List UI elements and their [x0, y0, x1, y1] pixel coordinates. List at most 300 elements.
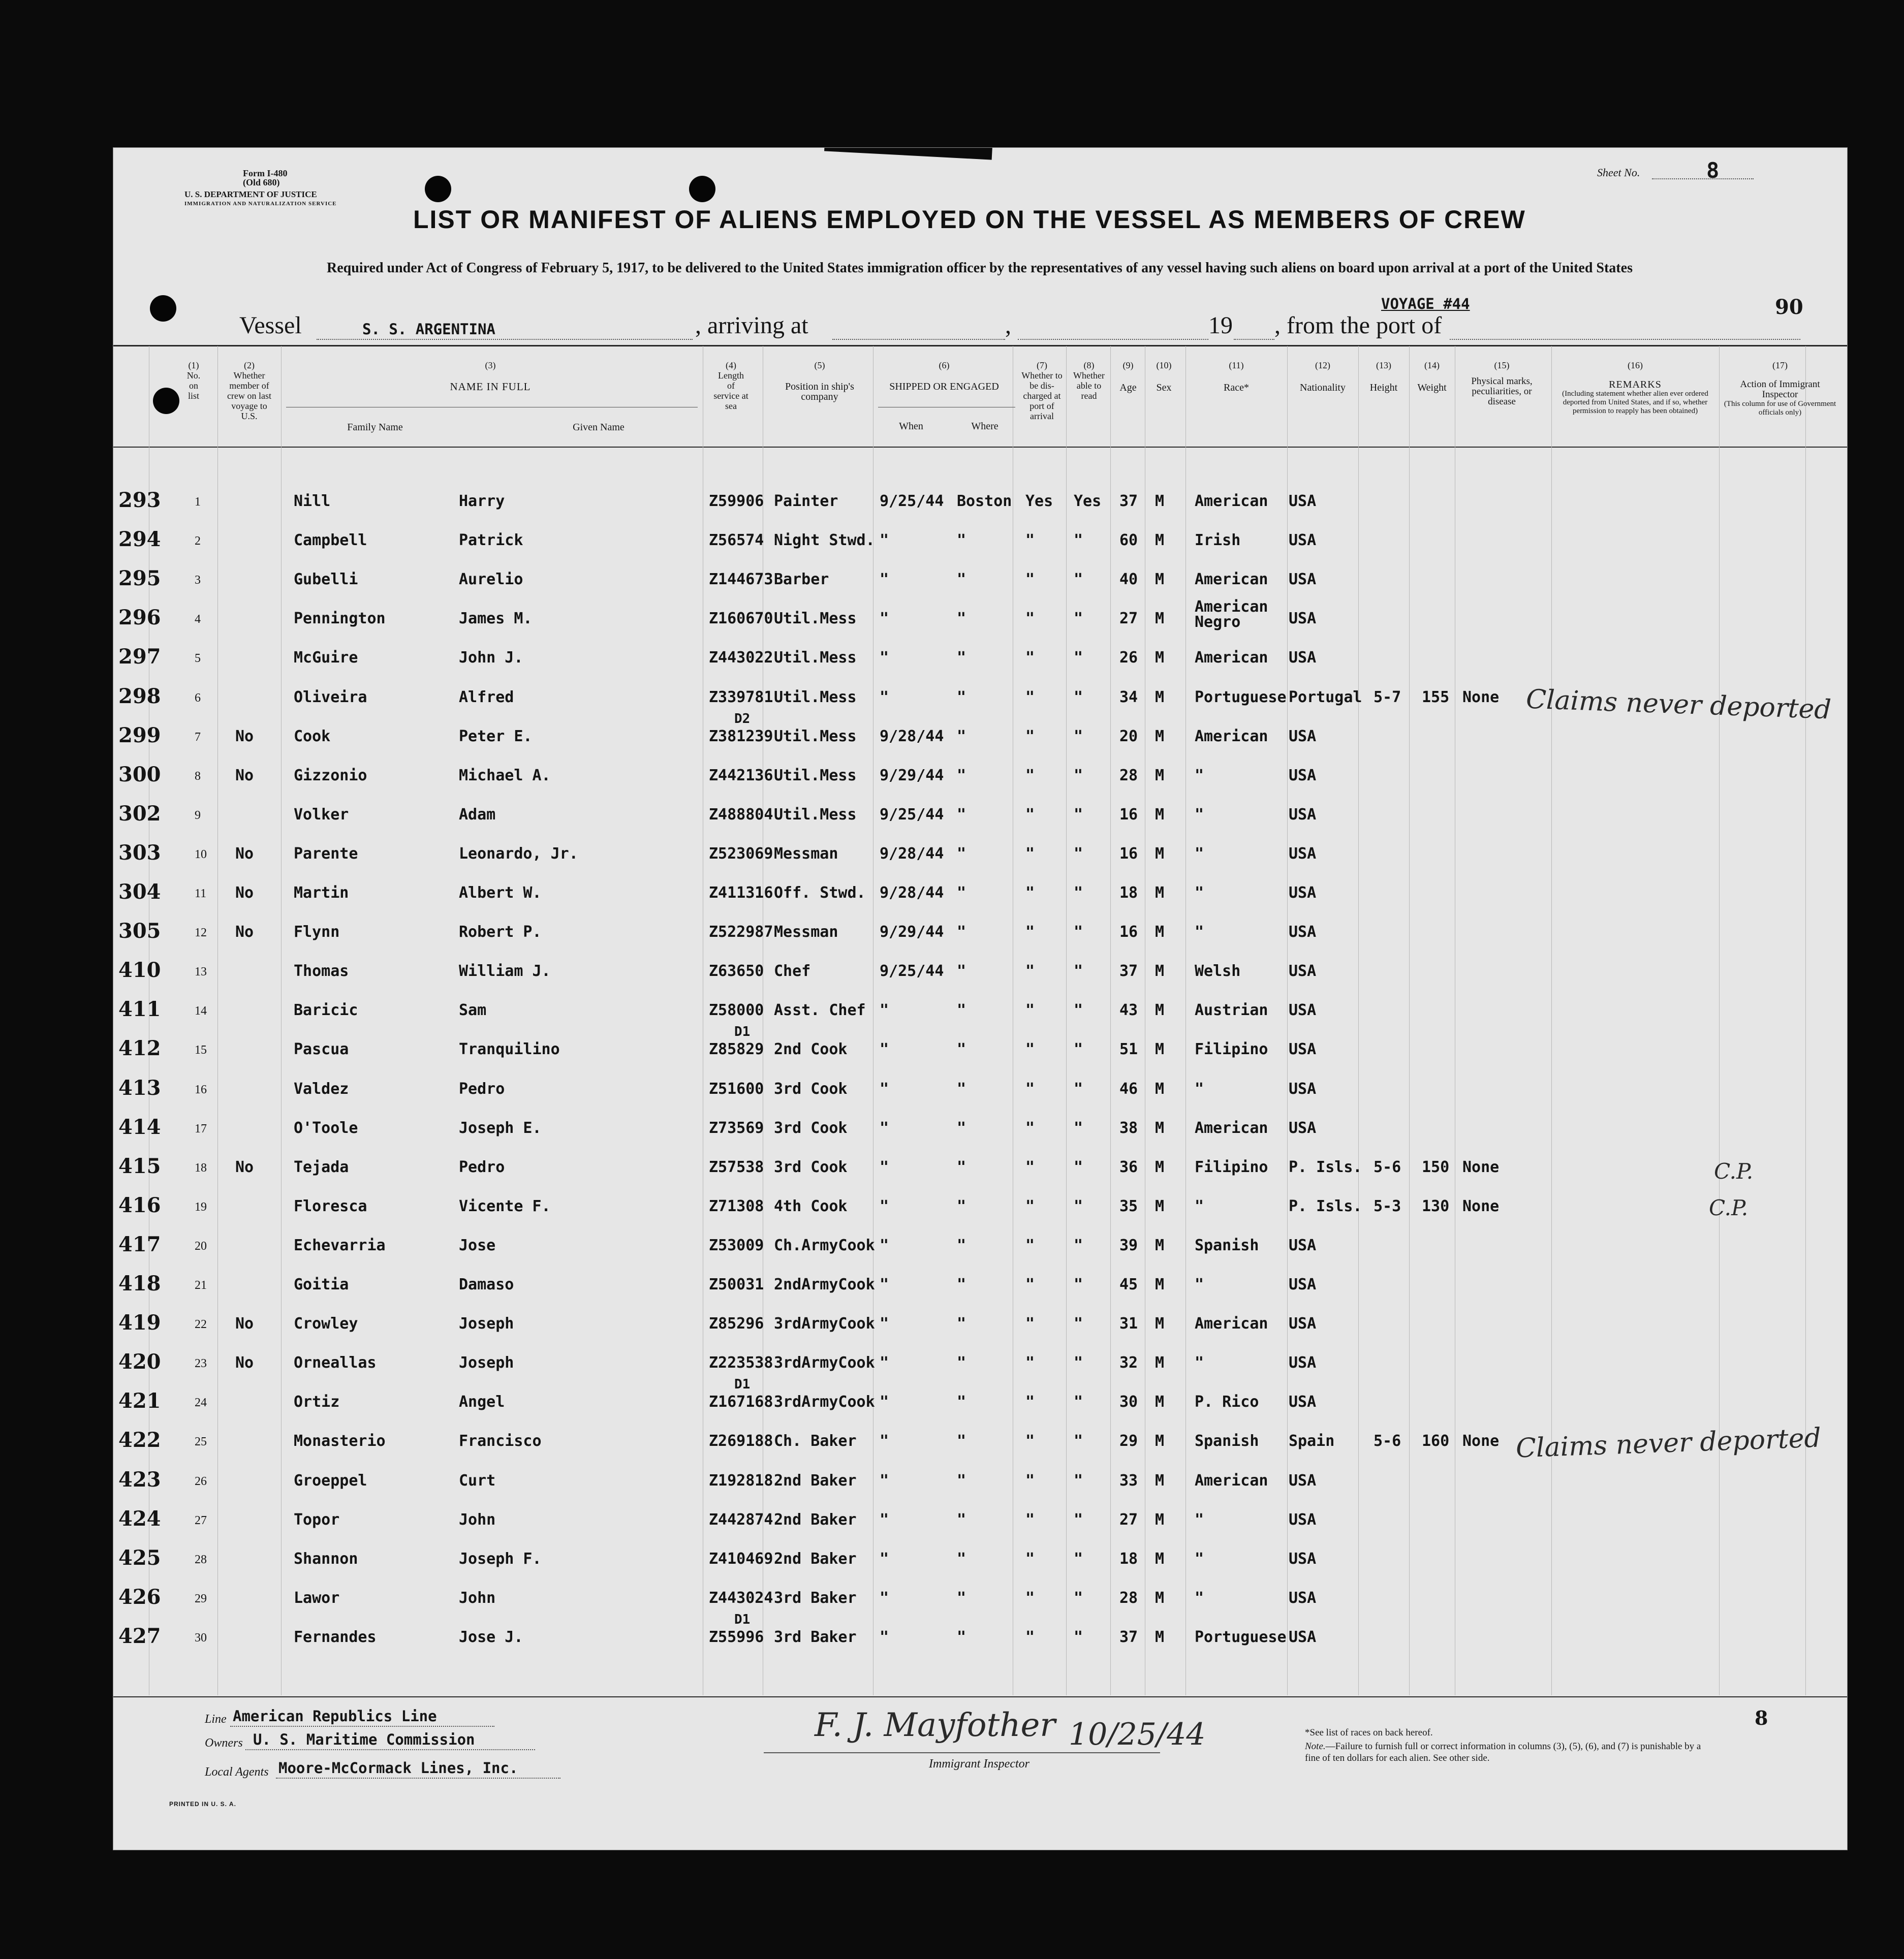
col-head-4: (4) Length of service at sea	[713, 360, 748, 411]
row-seq-number: 419	[118, 1311, 161, 1335]
able-to-read-cell: "	[1074, 571, 1083, 589]
nationality-cell: USA	[1289, 492, 1317, 510]
position-cell: 2ndArmyCook	[774, 1276, 875, 1293]
sex-cell: M	[1155, 923, 1165, 941]
service-length-cell: Z411316	[709, 884, 773, 902]
table-row	[113, 1612, 1847, 1658]
race-cell: Portuguese	[1195, 1628, 1287, 1646]
voyage-number: VOYAGE #44	[1381, 295, 1470, 312]
able-to-read-cell: "	[1074, 844, 1083, 863]
table-row	[113, 522, 1847, 561]
given-name-cell: Peter E.	[459, 727, 533, 745]
table-row	[113, 1463, 1847, 1501]
shipped-when-cell: "	[880, 1236, 889, 1254]
sheet-number-bottom: 8	[1755, 1707, 1768, 1729]
table-row	[113, 914, 1847, 953]
table-row	[113, 640, 1847, 678]
shipped-where-cell: "	[957, 1393, 966, 1411]
punch-hole	[153, 388, 179, 414]
shipped-where-cell: "	[957, 727, 966, 745]
shipped-when-cell: 9/25/44	[880, 805, 944, 824]
given-name-cell: John J.	[459, 649, 523, 667]
given-name-head: Given Name	[573, 422, 625, 433]
age-cell: 16	[1119, 805, 1138, 824]
position-cell: Night Stwd.	[774, 531, 875, 550]
able-to-read-cell: "	[1074, 1628, 1083, 1646]
row-seq-number: 413	[118, 1076, 161, 1100]
age-cell: 32	[1119, 1354, 1138, 1372]
shipped-where-cell: "	[957, 884, 966, 902]
page-subtitle: Required under Act of Congress of February 5, 1917, to be delivered to the United States immigration officer by the representatives of any vessel having such aliens on board upon arrival at a port of the United States	[327, 260, 1633, 276]
last-voyage-cell: No	[235, 844, 254, 863]
shipped-where-cell: "	[957, 1276, 966, 1293]
row-seq-number: 423	[118, 1467, 161, 1492]
given-name-cell: Pedro	[459, 1080, 505, 1098]
col-head-7: (7) Whether to be dis-charged at port of arrival	[1021, 360, 1063, 421]
service-length-cell: Z85296	[709, 1315, 764, 1333]
given-name-cell: Joseph F.	[459, 1550, 542, 1568]
age-cell: 51	[1119, 1040, 1138, 1059]
shipped-where-cell: "	[957, 610, 966, 628]
row-seq-number: 294	[118, 527, 161, 552]
age-cell: 29	[1119, 1432, 1138, 1450]
shipped-where-cell: "	[957, 923, 966, 941]
nationality-cell: USA	[1289, 1001, 1317, 1020]
last-voyage-cell: No	[235, 1158, 254, 1176]
position-cell: Chef	[774, 962, 811, 981]
able-to-read-cell: "	[1074, 610, 1083, 628]
race-cell: American	[1195, 727, 1268, 745]
row-line-number: 18	[195, 1161, 207, 1175]
given-name-cell: Pedro	[459, 1158, 505, 1176]
age-cell: 60	[1119, 531, 1138, 550]
col-head-6: (6) SHIPPED OR ENGAGED	[889, 360, 999, 392]
discharged-cell: "	[1025, 1354, 1035, 1372]
sex-cell: M	[1155, 1510, 1165, 1529]
service-length-cell: Z167168	[709, 1393, 773, 1411]
table-row	[113, 711, 1847, 757]
row-seq-number: 418	[118, 1272, 161, 1296]
shipped-where-cell: "	[957, 1001, 966, 1020]
given-name-cell: Aurelio	[459, 571, 523, 589]
sex-cell: M	[1155, 1119, 1165, 1137]
punch-hole	[689, 176, 715, 202]
race-cell: Spanish	[1195, 1432, 1259, 1450]
row-line-number: 10	[195, 847, 207, 861]
row-seq-number: 303	[118, 840, 161, 865]
family-name-cell: Parente	[294, 844, 358, 863]
shipped-when-cell: "	[880, 1471, 889, 1490]
service-length-cell: Z443022	[709, 649, 773, 667]
row-line-number: 19	[195, 1200, 207, 1214]
discharged-cell: Yes	[1025, 492, 1053, 510]
given-name-cell: Jose	[459, 1236, 496, 1254]
shipped-where-cell: "	[957, 688, 966, 706]
discharged-cell: "	[1025, 1236, 1035, 1254]
col-head-17: (17) Action of Immigrant Inspector (This column for use of Government officials only)	[1724, 360, 1836, 417]
discharged-cell: "	[1025, 1510, 1035, 1529]
col-head-12: (12) Nationality	[1300, 360, 1346, 393]
shipped-when-cell: "	[880, 1589, 889, 1607]
race-cell: American	[1195, 1119, 1268, 1137]
age-cell: 31	[1119, 1315, 1138, 1333]
sex-cell: M	[1155, 1393, 1165, 1411]
row-seq-number: 304	[118, 880, 161, 904]
row-line-number: 4	[195, 613, 201, 626]
sex-cell: M	[1155, 962, 1165, 981]
table-row	[113, 1502, 1847, 1540]
given-name-cell: Joseph	[459, 1315, 514, 1333]
able-to-read-cell: "	[1074, 1040, 1083, 1059]
table-row	[113, 1541, 1847, 1579]
when-head: When	[899, 421, 923, 432]
age-cell: 37	[1119, 1628, 1138, 1646]
height-cell: 5-3	[1374, 1197, 1401, 1215]
row-line-number: 11	[195, 887, 207, 900]
age-cell: 45	[1119, 1276, 1138, 1293]
given-name-cell: Patrick	[459, 531, 523, 550]
race-cell: American	[1195, 571, 1268, 589]
service-length-cell: Z269188	[709, 1432, 773, 1450]
physical-marks-cell: None	[1462, 1432, 1500, 1450]
sex-cell: M	[1155, 610, 1165, 628]
able-to-read-cell: "	[1074, 1393, 1083, 1411]
vessel-label: Vessel	[239, 312, 302, 339]
shipped-when-cell: "	[880, 1119, 889, 1137]
form-old-number: (Old 680)	[243, 177, 280, 187]
discharged-cell: "	[1025, 610, 1035, 628]
family-name-cell: Pennington	[294, 610, 386, 628]
shipped-when-cell: "	[880, 688, 889, 706]
race-cell: "	[1195, 1550, 1204, 1568]
shipped-when-cell: 9/28/44	[880, 844, 944, 863]
given-name-cell: Damaso	[459, 1276, 514, 1293]
race-cell: "	[1195, 844, 1204, 863]
position-cell: Util.Mess	[774, 805, 857, 824]
age-cell: 16	[1119, 923, 1138, 941]
shipped-when-cell: 9/28/44	[880, 884, 944, 902]
table-row	[113, 1149, 1847, 1188]
age-cell: 43	[1119, 1001, 1138, 1020]
discharged-cell: "	[1025, 923, 1035, 941]
shipped-where-cell: "	[957, 1197, 966, 1215]
service-length-cell: Z57538	[709, 1158, 764, 1176]
service-length-cell: Z58000	[709, 1001, 764, 1020]
age-cell: 30	[1119, 1393, 1138, 1411]
sex-cell: M	[1155, 1001, 1165, 1020]
shipped-when-cell: "	[880, 1393, 889, 1411]
able-to-read-cell: Yes	[1074, 492, 1102, 510]
discharged-cell: "	[1025, 1628, 1035, 1646]
discharged-cell: "	[1025, 1001, 1035, 1020]
family-name-cell: Pascua	[294, 1040, 349, 1059]
row-seq-number: 299	[118, 723, 161, 747]
page-number: 90	[1775, 295, 1803, 319]
family-name-cell: Fernandes	[294, 1628, 377, 1646]
able-to-read-cell: "	[1074, 531, 1083, 550]
position-cell: 3rd Cook	[774, 1158, 848, 1176]
position-cell: 3rd Cook	[774, 1080, 848, 1098]
table-row	[113, 1024, 1847, 1070]
able-to-read-cell: "	[1074, 766, 1083, 784]
given-name-cell: William J.	[459, 962, 551, 981]
able-to-read-cell: "	[1074, 805, 1083, 824]
line-value: American Republics Line	[233, 1708, 437, 1725]
row-seq-number: 416	[118, 1193, 161, 1217]
given-name-cell: Sam	[459, 1001, 487, 1020]
race-cell: "	[1195, 884, 1204, 902]
race-cell: Welsh	[1195, 962, 1241, 981]
shipped-where-cell: "	[957, 1550, 966, 1568]
row-line-number: 20	[195, 1239, 207, 1253]
shipped-where-cell: "	[957, 1628, 966, 1646]
owners-value: U. S. Maritime Commission	[253, 1731, 475, 1748]
shipped-when-cell: "	[880, 1550, 889, 1568]
nationality-cell: Spain	[1289, 1432, 1335, 1450]
family-name-cell: Martin	[294, 884, 349, 902]
age-cell: 37	[1119, 492, 1138, 510]
physical-marks-cell: None	[1462, 1197, 1500, 1215]
service-length-cell: Z442136	[709, 766, 773, 784]
from-port-label: , from the port of	[1274, 312, 1442, 339]
shipped-when-cell: "	[880, 1354, 889, 1372]
table-row	[113, 1188, 1847, 1227]
sex-cell: M	[1155, 1276, 1165, 1293]
race-cell: American	[1195, 1315, 1268, 1333]
table-row	[113, 598, 1847, 639]
race-cell: American	[1195, 492, 1268, 510]
age-cell: 37	[1119, 962, 1138, 981]
row-seq-number: 305	[118, 919, 161, 943]
nationality-cell: USA	[1289, 727, 1317, 745]
position-cell: 3rdArmyCook	[774, 1393, 875, 1411]
service-length-cell: Z522987	[709, 923, 773, 941]
race-cell: "	[1195, 766, 1204, 784]
row-line-number: 1	[195, 495, 201, 509]
position-cell: Barber	[774, 571, 829, 589]
row-seq-number: 424	[118, 1506, 161, 1531]
given-name-cell: Vicente F.	[459, 1197, 551, 1215]
row-seq-number: 422	[118, 1428, 161, 1452]
form-number: Form I-480	[243, 168, 288, 178]
discharged-cell: "	[1025, 766, 1035, 784]
able-to-read-cell: "	[1074, 1432, 1083, 1450]
able-to-read-cell: "	[1074, 1315, 1083, 1333]
position-cell: Messman	[774, 923, 838, 941]
nationality-cell: USA	[1289, 1080, 1317, 1098]
service-length-cell: Z56574	[709, 531, 764, 550]
shipped-where-cell: "	[957, 766, 966, 784]
sex-cell: M	[1155, 649, 1165, 667]
sex-cell: M	[1155, 1589, 1165, 1607]
race-cell: P. Rico	[1195, 1393, 1259, 1411]
family-name-cell: McGuire	[294, 649, 358, 667]
position-cell: 2nd Baker	[774, 1550, 857, 1568]
service-length-cell: Z410469	[709, 1550, 773, 1568]
family-name-cell: Floresca	[294, 1197, 367, 1215]
shipped-where-cell: "	[957, 962, 966, 981]
col-head-3: (3) NAME IN FULL	[450, 360, 531, 393]
fine-note: Note.—Failure to furnish full or correct information in columns (3), (5), (6), and (7) is punishable by a fine of ten dollars for each alien. See other side.	[1305, 1741, 1701, 1763]
row-line-number: 17	[195, 1122, 207, 1135]
row-line-number: 29	[195, 1592, 207, 1605]
physical-marks-cell: None	[1462, 1158, 1500, 1176]
age-cell: 20	[1119, 727, 1138, 745]
table-row	[113, 1345, 1847, 1383]
col-head-9: (9) Age	[1119, 360, 1137, 393]
given-name-cell: Michael A.	[459, 766, 551, 784]
row-seq-number: 417	[118, 1232, 161, 1256]
sex-cell: M	[1155, 766, 1165, 784]
shipped-when-cell: "	[880, 1197, 889, 1215]
page-title: LIST OR MANIFEST OF ALIENS EMPLOYED ON THE VESSEL AS MEMBERS OF CREW	[413, 205, 1526, 234]
age-cell: 27	[1119, 1510, 1138, 1529]
row-line-number: 14	[195, 1004, 207, 1018]
col-head-8: (8) Whether able to read	[1073, 360, 1105, 401]
col-head-15: (15) Physical marks, peculiarities, or disease	[1471, 360, 1533, 407]
able-to-read-cell: "	[1074, 1080, 1083, 1098]
discharged-cell: "	[1025, 1393, 1035, 1411]
department: U. S. DEPARTMENT OF JUSTICE	[184, 189, 317, 199]
family-name-cell: Groeppel	[294, 1471, 367, 1490]
age-cell: 33	[1119, 1471, 1138, 1490]
nationality-cell: USA	[1289, 610, 1317, 628]
given-name-cell: Curt	[459, 1471, 496, 1490]
remark-handwritten: Claims never deported	[1525, 684, 1832, 725]
race-cell: Austrian	[1195, 1001, 1268, 1020]
given-name-cell: Joseph E.	[459, 1119, 542, 1137]
shipped-where-cell: "	[957, 1471, 966, 1490]
service-annotation: D1	[734, 1024, 751, 1040]
nationality-cell: USA	[1289, 1119, 1317, 1137]
nationality-cell: Portugal	[1289, 688, 1362, 706]
row-seq-number: 412	[118, 1036, 161, 1061]
service-annotation: D1	[734, 1377, 751, 1393]
row-line-number: 9	[195, 808, 201, 822]
nationality-cell: USA	[1289, 1354, 1317, 1372]
agents-value: Moore-McCormack Lines, Inc.	[278, 1759, 518, 1777]
shipped-where-cell: "	[957, 844, 966, 863]
nationality-cell: USA	[1289, 962, 1317, 981]
table-row	[113, 875, 1847, 913]
row-line-number: 3	[195, 574, 201, 587]
given-name-cell: James M.	[459, 610, 533, 628]
row-line-number: 15	[195, 1044, 207, 1057]
given-name-cell: Francisco	[459, 1432, 542, 1450]
col-head-16: (16) REMARKS (Including statement whether alien ever ordered deported from United States, and if so, whether permission to reapply has been obtained)	[1562, 360, 1708, 415]
able-to-read-cell: "	[1074, 1001, 1083, 1020]
given-name-cell: Albert W.	[459, 884, 542, 902]
discharged-cell: "	[1025, 1040, 1035, 1059]
position-cell: Painter	[774, 492, 838, 510]
row-line-number: 27	[195, 1513, 207, 1527]
printed-in: PRINTED IN U. S. A.	[169, 1800, 236, 1808]
row-seq-number: 297	[118, 645, 161, 669]
age-cell: 16	[1119, 844, 1138, 863]
shipped-where-cell: "	[957, 649, 966, 667]
sheet-number: 8	[1706, 158, 1720, 183]
race-cell: "	[1195, 1589, 1204, 1607]
family-name-cell: Cook	[294, 727, 331, 745]
able-to-read-cell: "	[1074, 1158, 1083, 1176]
table-row	[113, 797, 1847, 835]
nationality-cell: USA	[1289, 923, 1317, 941]
position-cell: 2nd Baker	[774, 1471, 857, 1490]
row-line-number: 25	[195, 1435, 207, 1449]
position-cell: Util.Mess	[774, 727, 857, 745]
position-cell: Util.Mess	[774, 766, 857, 784]
service-length-cell: Z144673	[709, 571, 773, 589]
row-line-number: 5	[195, 652, 201, 666]
last-voyage-cell: No	[235, 884, 254, 902]
shipped-where-cell: "	[957, 1354, 966, 1372]
able-to-read-cell: "	[1074, 649, 1083, 667]
table-row	[113, 561, 1847, 600]
arriving-label: , arriving at	[695, 312, 808, 339]
given-name-cell: Harry	[459, 492, 505, 510]
sheet-label: Sheet No.	[1597, 166, 1640, 179]
shipped-when-cell: "	[880, 610, 889, 628]
race-cell: Filipino	[1195, 1040, 1268, 1059]
position-cell: Util.Mess	[774, 688, 857, 706]
table-row	[113, 757, 1847, 796]
year-prefix: 19	[1208, 312, 1233, 339]
shipped-when-cell: "	[880, 1432, 889, 1450]
row-seq-number: 427	[118, 1624, 161, 1648]
race-cell: Spanish	[1195, 1236, 1259, 1254]
discharged-cell: "	[1025, 805, 1035, 824]
service-length-cell: Z55996	[709, 1628, 764, 1646]
sex-cell: M	[1155, 492, 1165, 510]
shipped-when-cell: "	[880, 1158, 889, 1176]
race-cell: "	[1195, 1276, 1204, 1293]
able-to-read-cell: "	[1074, 962, 1083, 981]
shipped-where-cell: "	[957, 1158, 966, 1176]
row-seq-number: 426	[118, 1585, 161, 1609]
position-cell: Ch. Baker	[774, 1432, 857, 1450]
nationality-cell: USA	[1289, 1315, 1317, 1333]
race-cell: American Negro	[1195, 598, 1268, 631]
inspector-signature: F. J. Mayfother	[815, 1707, 1055, 1744]
able-to-read-cell: "	[1074, 1510, 1083, 1529]
race-cell: American	[1195, 1471, 1268, 1490]
action-mark: C.P.	[1709, 1195, 1749, 1220]
shipped-when-cell: "	[880, 1315, 889, 1333]
row-line-number: 6	[195, 691, 201, 705]
family-name-cell: Thomas	[294, 962, 349, 981]
row-seq-number: 302	[118, 801, 161, 826]
table-row	[113, 1071, 1847, 1110]
shipped-when-cell: "	[880, 571, 889, 589]
position-cell: Util.Mess	[774, 610, 857, 628]
row-line-number: 13	[195, 965, 207, 979]
nationality-cell: USA	[1289, 531, 1317, 550]
row-seq-number: 298	[118, 684, 161, 708]
family-name-cell: Shannon	[294, 1550, 358, 1568]
row-line-number: 8	[195, 769, 201, 783]
shipped-when-cell: "	[880, 1001, 889, 1020]
height-cell: 5-6	[1374, 1432, 1401, 1450]
row-line-number: 23	[195, 1357, 207, 1371]
weight-cell: 155	[1422, 688, 1450, 706]
row-seq-number: 410	[118, 958, 161, 983]
able-to-read-cell: "	[1074, 923, 1083, 941]
table-row	[113, 992, 1847, 1031]
shipped-when-cell: 9/25/44	[880, 492, 944, 510]
table-row	[113, 1227, 1847, 1266]
manifest-sheet	[113, 147, 1848, 1850]
row-seq-number: 415	[118, 1154, 161, 1178]
